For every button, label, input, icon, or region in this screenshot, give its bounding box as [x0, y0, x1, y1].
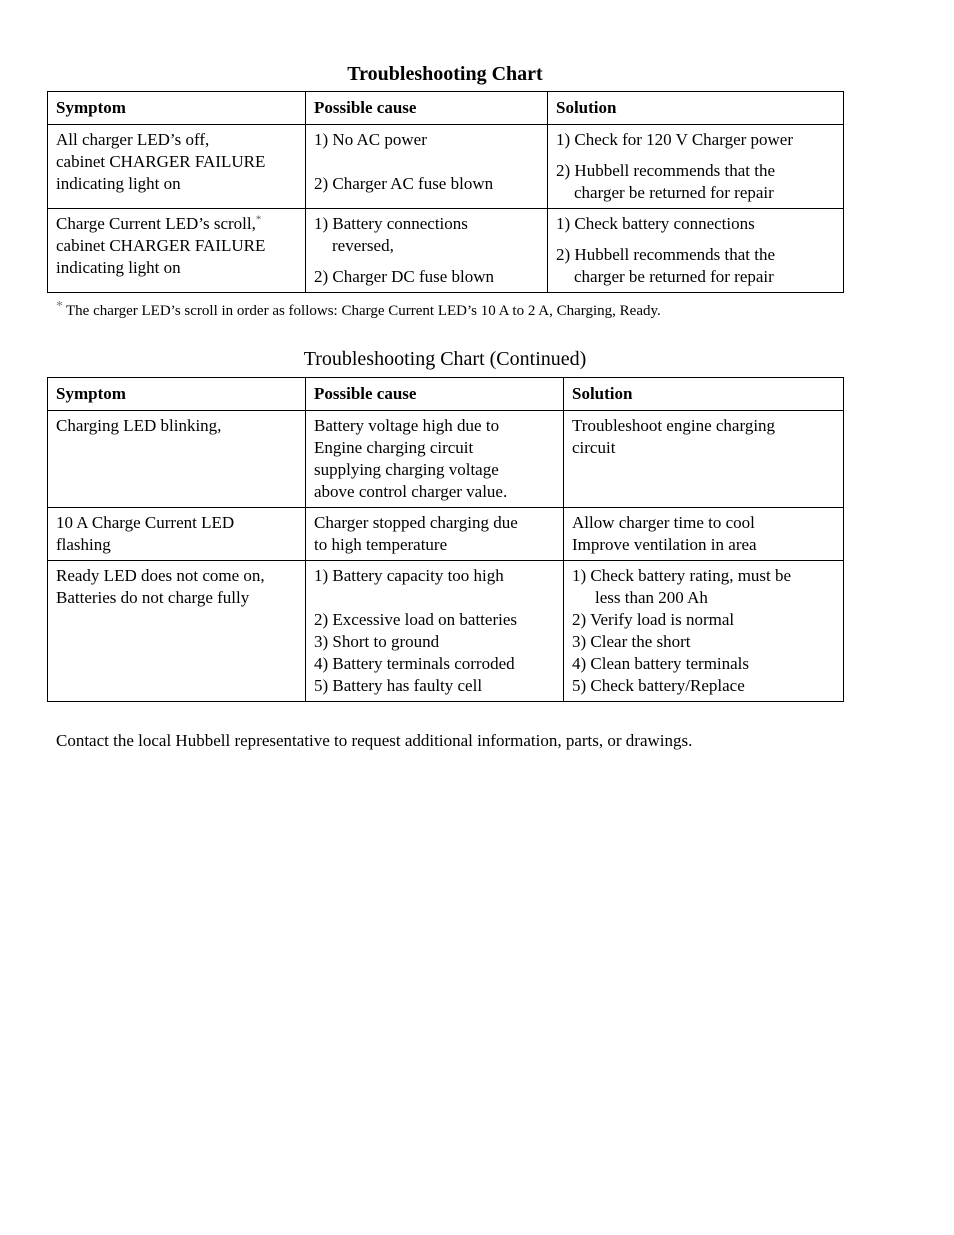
cell-line: Charging LED blinking,: [56, 416, 222, 435]
spacer: [556, 235, 835, 244]
cell-line: cabinet CHARGER FAILURE: [56, 152, 266, 171]
troubleshooting-chart-continued-title: Troubleshooting Chart (Continued): [303, 348, 587, 370]
cell-line: 4) Battery terminals corroded: [314, 654, 515, 673]
cell-line: Ready LED does not come on,: [56, 566, 265, 585]
symptom-text: Charge Current LED’s scroll,: [56, 214, 256, 233]
cell-line: supplying charging voltage: [314, 460, 499, 479]
cell-line: reversed,: [332, 236, 394, 255]
troubleshooting-table-continued: [47, 377, 844, 702]
cell-line: Batteries do not charge fully: [56, 588, 250, 607]
table-header-row: [48, 92, 844, 125]
symptom-cell: [48, 125, 306, 209]
column-header-symptom: Symptom: [48, 92, 306, 125]
table-row: [48, 508, 844, 561]
possible-cause-cell: [306, 508, 564, 561]
symptom-cell: [48, 508, 306, 561]
cell-line: circuit: [572, 438, 616, 457]
cell-line: 3) Short to ground: [314, 632, 440, 651]
cell-line: 1) Check battery connections: [556, 214, 755, 233]
cell-line: Engine charging circuit: [314, 438, 474, 457]
spacer: [314, 257, 539, 266]
possible-cause-cell: [306, 561, 564, 702]
cell-line: Battery voltage high due to: [314, 416, 500, 435]
cell-line: Troubleshoot engine charging: [572, 416, 776, 435]
column-header-solution: Solution: [564, 378, 844, 411]
contact-note: Contact the local Hubbell representative to request additional information, parts, or drawings.: [56, 731, 693, 750]
cell-line: 2) Hubbell recommends that the: [556, 161, 776, 180]
cell-line: 1) No AC power: [314, 130, 427, 149]
column-header-solution: Solution: [548, 92, 844, 125]
column-header-symptom: Symptom: [48, 378, 306, 411]
possible-cause-cell: [306, 209, 548, 293]
cell-line: 2) Hubbell recommends that the: [556, 245, 776, 264]
cell-line: flashing: [56, 535, 111, 554]
possible-cause-cell: [306, 411, 564, 508]
footnote: [56, 297, 661, 321]
troubleshooting-chart-title: Troubleshooting Chart: [347, 63, 543, 85]
table-row: [48, 125, 844, 209]
footnote-mark: *: [56, 299, 63, 314]
column-header-possible-cause: Possible cause: [306, 378, 564, 411]
cell-line: 3) Clear the short: [572, 632, 691, 651]
solution-cell: [548, 125, 844, 209]
symptom-cell: [48, 411, 306, 508]
cell-line: 4) Clean battery terminals: [572, 654, 750, 673]
spacer: [556, 151, 835, 160]
table-row: [48, 411, 844, 508]
cell-line: 2) Excessive load on batteries: [314, 610, 517, 629]
cell-line: indicating light on: [56, 174, 181, 193]
table-row: [48, 209, 844, 293]
cell-line: All charger LED’s off,: [56, 130, 210, 149]
cell-line: 2) Verify load is normal: [572, 610, 735, 629]
table-header-row: [48, 378, 844, 411]
cell-line: 2) Charger DC fuse blown: [314, 267, 495, 286]
column-header-possible-cause: Possible cause: [306, 92, 548, 125]
cell-line: cabinet CHARGER FAILURE: [56, 236, 266, 255]
symptom-cell: [48, 209, 306, 293]
solution-cell: [548, 209, 844, 293]
cell-line: 5) Battery has faulty cell: [314, 676, 483, 695]
cell-line: Improve ventilation in area: [572, 535, 757, 554]
troubleshooting-table: [47, 91, 844, 293]
cell-line: 1) Battery capacity too high: [314, 566, 504, 585]
cell-line: above control charger value.: [314, 482, 508, 501]
solution-cell: [564, 561, 844, 702]
cell-line: 2) Charger AC fuse blown: [314, 174, 494, 193]
solution-cell: [564, 411, 844, 508]
cell-line: less than 200 Ah: [595, 588, 708, 607]
cell-line: to high temperature: [314, 535, 448, 554]
footnote-text: The charger LED’s scroll in order as follows: Charge Current LED’s 10 A to 2 A, Charging, Ready.: [66, 303, 661, 319]
spacer: [314, 151, 539, 173]
cell-line: charger be returned for repair: [574, 183, 774, 202]
symptom-cell: [48, 561, 306, 702]
cell-line: [56, 213, 297, 235]
possible-cause-cell: [306, 125, 548, 209]
solution-cell: [564, 508, 844, 561]
spacer: [314, 587, 555, 609]
cell-line: 1) Check for 120 V Charger power: [556, 130, 794, 149]
cell-line: charger be returned for repair: [574, 267, 774, 286]
cell-line: Allow charger time to cool: [572, 513, 755, 532]
cell-line: indicating light on: [56, 258, 181, 277]
cell-line: 1) Battery connections: [314, 214, 468, 233]
cell-line: 10 A Charge Current LED: [56, 513, 235, 532]
cell-line: 5) Check battery/Replace: [572, 676, 745, 695]
cell-line: 1) Check battery rating, must be: [572, 566, 792, 585]
table-row: [48, 561, 844, 702]
cell-line: Charger stopped charging due: [314, 513, 518, 532]
footnote-reference-mark: *: [255, 213, 262, 226]
